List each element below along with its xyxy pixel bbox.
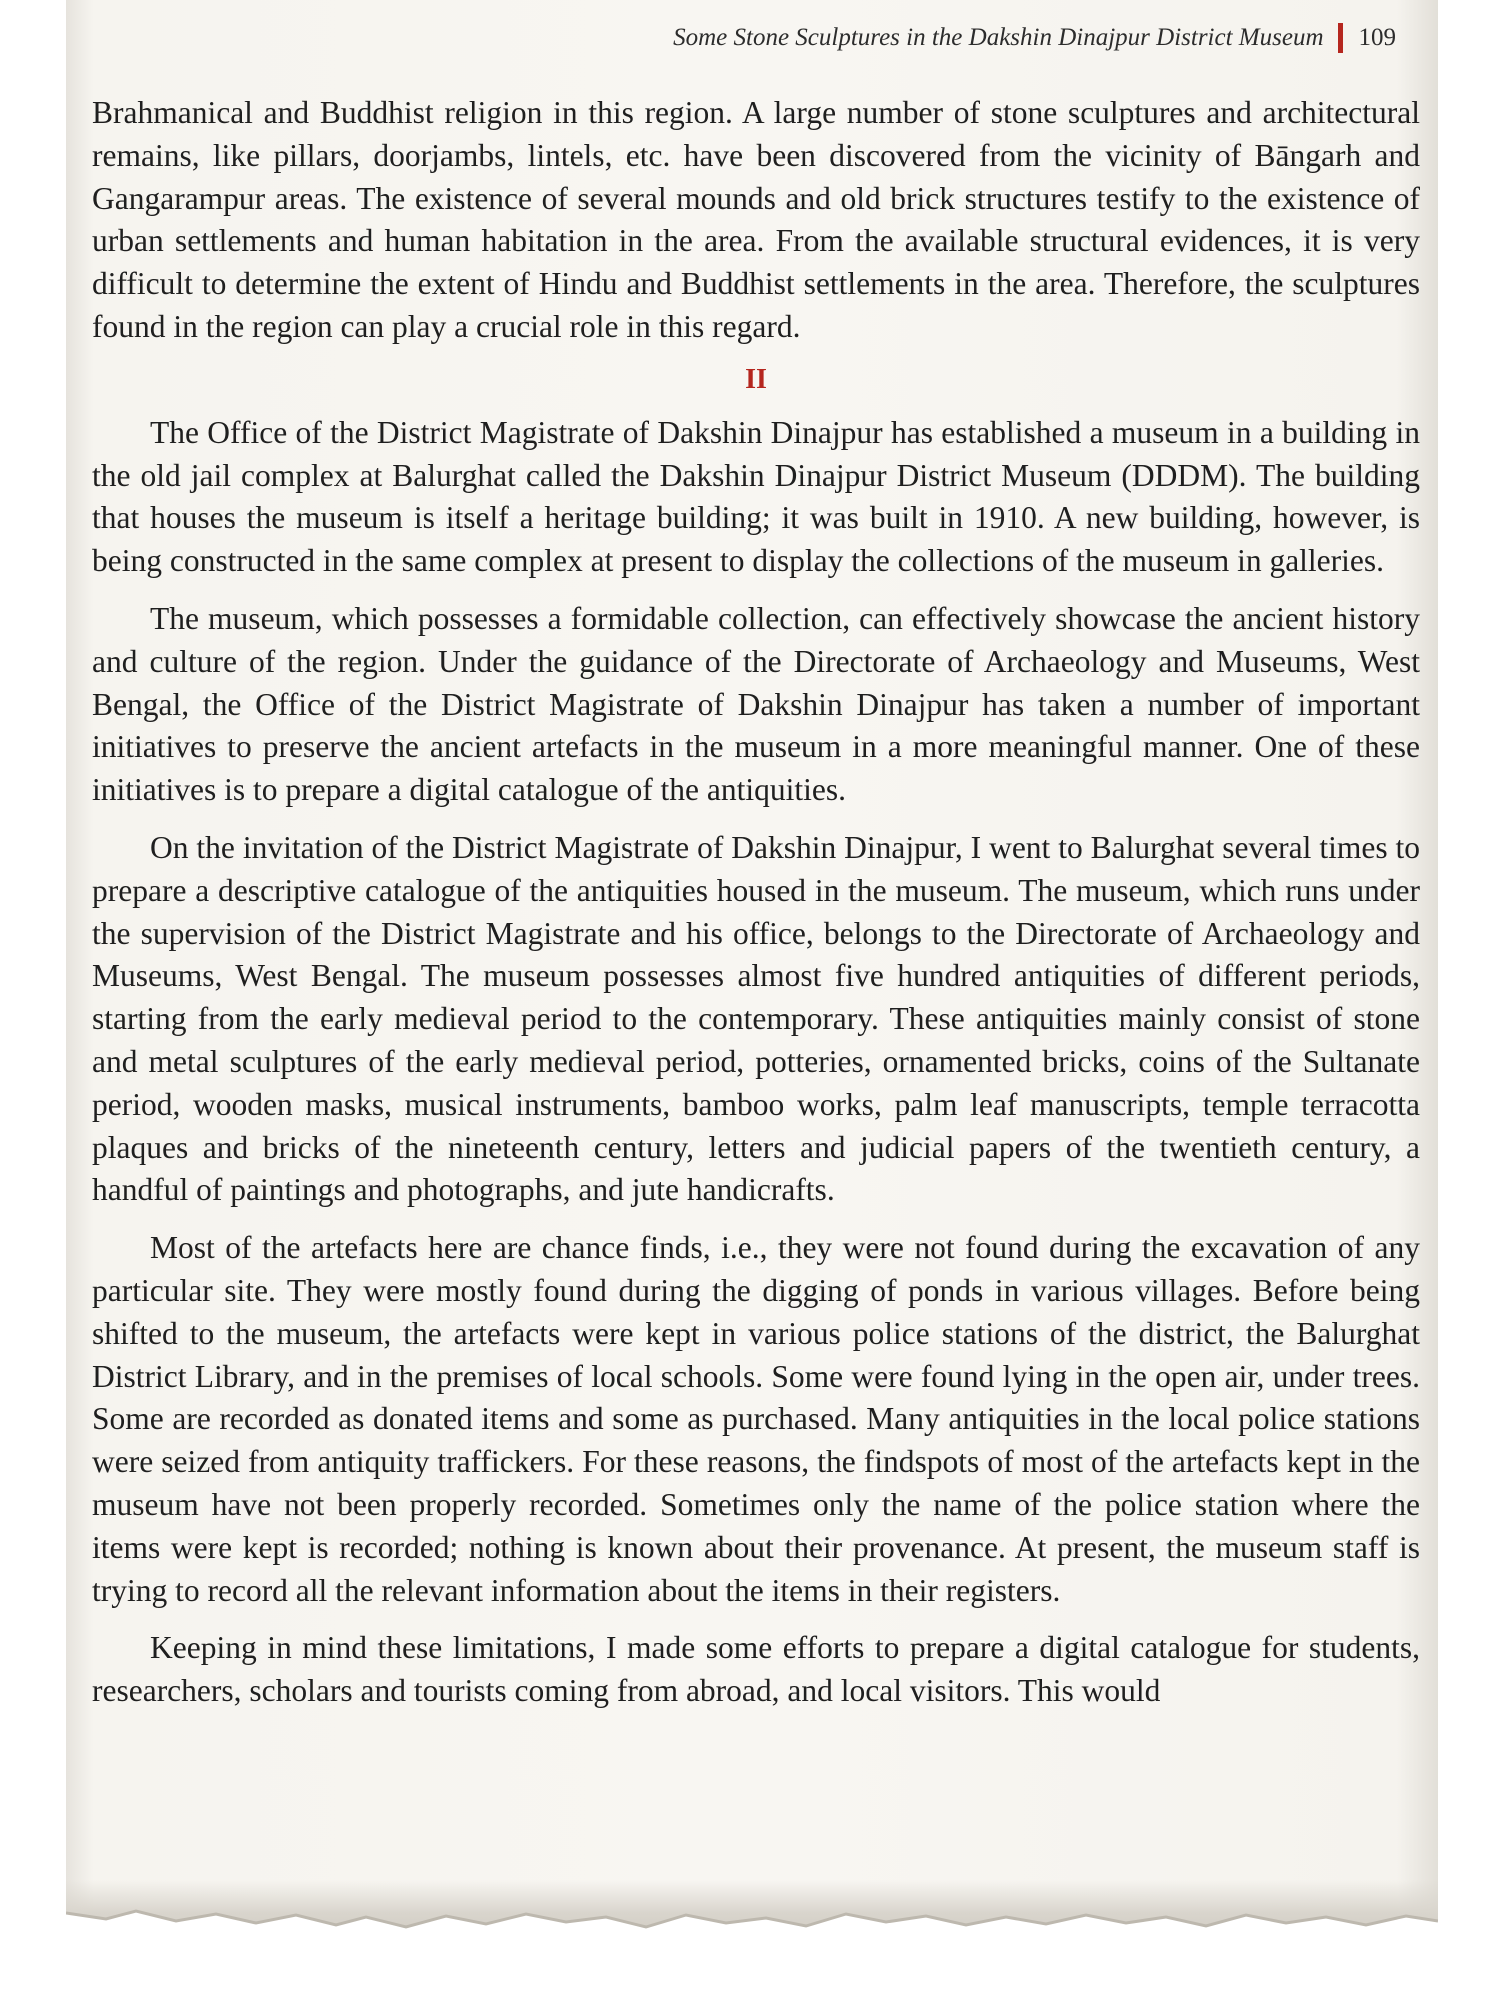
header-divider xyxy=(1338,23,1343,53)
body-text xyxy=(92,92,1420,1728)
paragraph: Most of the artefacts here are chance finds, i.e., they were not found during the excavation of any particular site. They were mostly found during the digging of ponds in various villages. Before being shifted to the museum, the artefacts were kept in various police stations of the district, the Balurghat District Library, and in the premises of local schools. Some were found lying in the open air, under trees. Some are recorded as donated items and some as purchased. Many antiquities in the local police stations were seized from antiquity traffickers. For these reasons, the findspots of most of the artefacts kept in the museum have not been properly recorded. Sometimes only the name of the police station where the items were kept is recorded; nothing is known about their provenance. At present, the museum staff is trying to record all the relevant information about the items in their registers. xyxy=(92,1230,1420,1608)
page-number: 109 xyxy=(1358,24,1396,51)
paragraph-continued: Brahmanical and Buddhist religion in this region. A large number of stone sculptures and architectural remains, like pillars, doorjambs, lintels, etc. have been discovered from the vicinity of Bāngarh and Gangarampur areas. The existence of several mounds and old brick structures testify to the existence of urban settlements and human habitation in the area. From the available structural evidences, it is very difficult to determine the extent of Hindu and Buddhist settlements in the area. Therefore, the sculptures found in the region can play a crucial role in this regard. xyxy=(92,95,1420,344)
running-title: Some Stone Sculptures in the Dakshin Dinajpur District Museum xyxy=(673,24,1324,51)
book-page xyxy=(66,0,1438,1940)
paragraph: The museum, which possesses a formidable collection, can effectively showcase the ancient history and culture of the region. Under the guidance of the Directorate of Archaeology and Museums, West Bengal, the Office of the District Magistrate of Dakshin Dinajpur has taken a number of important initiatives to preserve the ancient artefacts in the museum in a more meaningful manner. One of these initiatives is to prepare a digital catalogue of the antiquities. xyxy=(92,600,1420,808)
running-header xyxy=(673,18,1396,58)
torn-page-edge xyxy=(66,1905,1438,1955)
paragraph: On the invitation of the District Magistrate of Dakshin Dinajpur, I went to Balurghat several times to prepare a descriptive catalogue of the antiquities housed in the museum. The museum, which runs under the supervision of the District Magistrate and his office, belongs to the Directorate of Archaeology and Museums, West Bengal. The museum possesses almost five hundred antiquities of different periods, starting from the early medieval period to the contemporary. These antiquities mainly consist of stone and metal sculptures of the early medieval period, potteries, ornamented bricks, coins of the Sultanate period, wooden masks, musical instruments, bamboo works, palm leaf manuscripts, temple terracotta plaques and bricks of the nineteenth century, letters and judicial papers of the twentieth century, a handful of paintings and photographs, and jute handicrafts. xyxy=(92,829,1420,1208)
section-heading: II xyxy=(745,363,767,395)
paragraph: Keeping in mind these limitations, I made some efforts to prepare a digital catalogue for students, researchers, scholars and tourists coming from abroad, and local visitors. This would xyxy=(92,1630,1420,1709)
paragraph: The Office of the District Magistrate of Dakshin Dinajpur has established a museum in a building in the old jail complex at Balurghat called the Dakshin Dinajpur District Museum (DDDM). The building that houses the museum is itself a heritage building; it was built in 1910. A new building, however, is being constructed in the same complex at present to display the collections of the museum in galleries. xyxy=(92,414,1420,579)
